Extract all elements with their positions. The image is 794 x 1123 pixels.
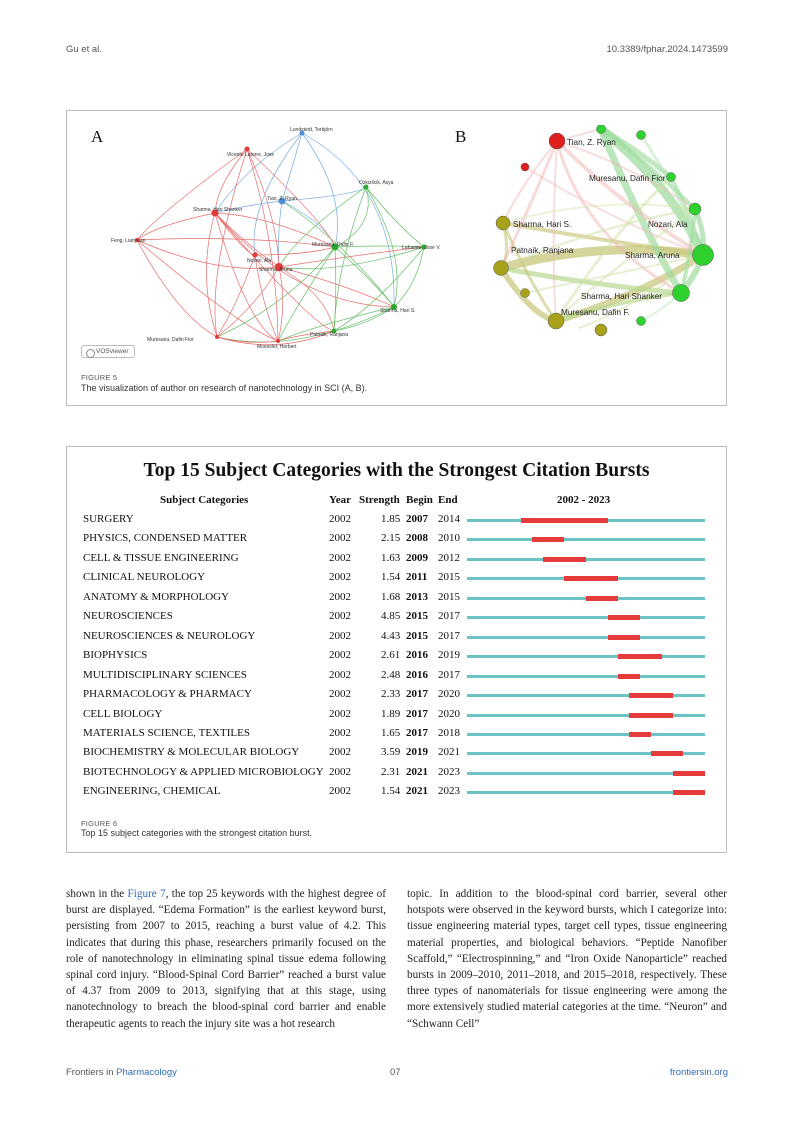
body-column-right: topic. In addition to the blood-spinal cord barrier, several other hotspots were observed in the keyword bursts, which I categorize into: tissue engineering material types, target cell types, tissue engineering material properties, and biological behaviors. “Peptide Nanofiber Scaffold,” “Electrospinning,” and “Iron Oxide Nanoparticle” reached bursts in 2009–2010, 2011–2018, and 2015–2018, respectively. These three types of nanomaterials for tissue engineering were among the more extensively studied material categories at the time. “Neuron” and “Schwann Cell”: [407, 888, 727, 1030]
node-b-patnaik: [494, 261, 509, 276]
burst-year: 2002: [329, 610, 351, 623]
burst-category: BIOPHYSICS: [83, 649, 148, 662]
burst-timeline: [467, 538, 705, 541]
label-a-2: Ozkizilcik, Asya: [359, 180, 394, 186]
col-header-year: Year: [329, 494, 351, 506]
burst-strength: 2.48: [381, 668, 401, 681]
running-header-authors: Gu et al.: [66, 44, 102, 55]
label-a-7: Lafuente, Jose V.: [402, 245, 441, 251]
burst-timeline: [467, 655, 705, 658]
node-a-moessler: [276, 339, 280, 343]
burst-strength: 4.43: [381, 629, 401, 642]
label-b-4: Patnaik, Ranjana: [511, 246, 574, 255]
burst-strength: 3.59: [381, 746, 401, 759]
label-b-1: Muresanu, Dafin Fior: [589, 174, 666, 183]
node-b-tian: [549, 133, 565, 149]
col-header-category: Subject Categories: [160, 494, 249, 506]
col-header-end: End: [438, 494, 458, 506]
figure-7-link[interactable]: Figure 7: [127, 888, 166, 900]
label-b-2: Sharma, Hari S.: [513, 220, 572, 229]
label-a-3: Tian, Z. Ryan: [267, 196, 297, 202]
burst-bar: [543, 557, 586, 562]
burst-category: CLINICAL NEUROLOGY: [83, 571, 206, 584]
burst-bar: [651, 751, 683, 756]
label-a-6: Muresanu, Dafin F.: [312, 242, 354, 248]
burst-end: 2020: [438, 688, 460, 701]
burst-end: 2012: [438, 551, 460, 564]
burst-timeline: [467, 636, 705, 639]
burst-chart-title: Top 15 Subject Categories with the Strongest Citation Bursts: [143, 460, 650, 481]
node-b-olive-small: [521, 289, 530, 298]
burst-strength: 1.54: [381, 785, 401, 798]
burst-year: 2002: [329, 629, 351, 642]
footer-site-link[interactable]: frontiersin.org: [669, 1067, 728, 1078]
label-a-13: Moessler, Herbert: [257, 344, 297, 350]
burst-category: PHYSICS, CONDENSED MATTER: [83, 532, 248, 545]
label-b-3: Nozari, Ala: [648, 220, 688, 229]
node-b-sharma-hari-s: [496, 216, 510, 230]
burst-bar: [629, 693, 672, 698]
label-a-0: Lundstedt, Torbjörn: [290, 127, 333, 133]
burst-strength: 2.61: [381, 649, 401, 662]
burst-strength: 1.89: [381, 707, 401, 720]
burst-end: 2017: [438, 668, 460, 681]
burst-year: 2002: [329, 688, 351, 701]
burst-category: CELL BIOLOGY: [83, 707, 163, 720]
burst-end: 2023: [438, 765, 460, 778]
burst-timeline: [467, 772, 705, 775]
coauthor-network-b: [491, 125, 721, 347]
node-a-nozari: [253, 253, 258, 258]
burst-category: BIOCHEMISTRY & MOLECULAR BIOLOGY: [83, 746, 300, 759]
burst-year: 2002: [329, 532, 351, 545]
burst-bar: [673, 771, 705, 776]
burst-begin: 2011: [406, 571, 428, 584]
burst-category: MULTIDISCIPLINARY SCIENCES: [83, 668, 247, 681]
node-b-green-2: [637, 131, 646, 140]
col-header-strength: Strength: [359, 494, 400, 506]
col-header-range: 2002 - 2023: [557, 494, 611, 506]
figure-5-caption: The visualization of author on research of nanotechnology in SCI (A, B).: [81, 383, 368, 393]
body-column-left: [66, 886, 386, 1032]
burst-timeline: [467, 733, 705, 736]
burst-begin: 2019: [406, 746, 428, 759]
burst-strength: 2.33: [381, 688, 401, 701]
burst-end: 2010: [438, 532, 460, 545]
burst-end: 2014: [438, 513, 460, 525]
burst-end: 2021: [438, 746, 460, 759]
burst-timeline: [467, 558, 705, 561]
panel-b-letter: B: [455, 127, 467, 146]
burst-bar: [618, 654, 661, 659]
burst-strength: 4.85: [381, 610, 401, 623]
burst-year: 2002: [329, 746, 351, 759]
burst-category: NEUROSCIENCES: [83, 610, 173, 623]
node-a-muresanu-fior: [215, 335, 219, 339]
burst-begin: 2021: [406, 785, 428, 798]
panel-a-letter: A: [91, 127, 104, 146]
burst-year: 2002: [329, 726, 351, 739]
burst-begin: 2009: [406, 551, 428, 564]
burst-begin: 2008: [406, 532, 428, 545]
burst-bar: [629, 732, 651, 737]
burst-strength: 1.63: [381, 551, 401, 564]
burst-category: BIOTECHNOLOGY & APPLIED MICROBIOLOGY: [83, 765, 324, 778]
burst-end: 2015: [438, 590, 460, 603]
vosviewer-badge: VOSviewer: [81, 345, 135, 358]
figure-5-label: FIGURE 5: [81, 373, 118, 382]
label-a-11: Patnaik, Ranjana: [310, 332, 349, 338]
coauthor-network-a: [97, 125, 457, 355]
burst-timeline: [467, 791, 705, 794]
label-b-7: Muresanu, Dafin F.: [561, 308, 630, 317]
footer-journal: [66, 1067, 177, 1078]
burst-begin: 2016: [406, 668, 428, 681]
burst-end: 2017: [438, 629, 460, 642]
label-b-6: Sharma, Hari Shanker: [581, 292, 662, 301]
burst-category: SURGERY: [83, 513, 134, 525]
burst-bar: [618, 674, 640, 679]
burst-bar: [564, 576, 618, 581]
burst-strength: 1.65: [381, 726, 401, 739]
burst-year: 2002: [329, 571, 351, 584]
burst-year: 2002: [329, 513, 351, 525]
burst-bar: [532, 537, 564, 542]
label-a-4: Sharma, Hari Shanker: [193, 207, 243, 213]
burst-strength: 1.85: [381, 513, 401, 525]
figure-6-label: FIGURE 6: [81, 819, 118, 828]
burst-begin: 2017: [406, 726, 428, 739]
node-b-muresanu-fior: [667, 173, 676, 182]
burst-begin: 2021: [406, 765, 428, 778]
burst-begin: 2016: [406, 649, 428, 662]
node-b-green-bottom: [637, 317, 646, 326]
burst-year: 2002: [329, 590, 351, 603]
node-b-nozari: [689, 203, 701, 215]
burst-category: NEUROSCIENCES & NEUROLOGY: [83, 629, 256, 642]
label-a-9: Sharma, Aruna: [259, 267, 293, 273]
burst-category: MATERIALS SCIENCE, TEXTILES: [83, 726, 250, 739]
burst-year: 2002: [329, 765, 351, 778]
col-header-begin: Begin: [406, 494, 433, 506]
burst-strength: 1.68: [381, 590, 401, 603]
burst-year: 2002: [329, 551, 351, 564]
burst-bar: [608, 635, 640, 640]
node-b-top-green: [597, 125, 606, 134]
burst-strength: 2.15: [381, 532, 401, 545]
figure-5: [66, 110, 727, 406]
page-number: 07: [390, 1067, 401, 1078]
label-a-12: Muresanu, Dafin Fior: [147, 337, 194, 343]
burst-category: ENGINEERING, CHEMICAL: [83, 785, 221, 798]
burst-begin: 2017: [406, 707, 428, 720]
footer-journal-name[interactable]: Pharmacology: [116, 1067, 177, 1078]
label-a-10: Sharma, Hari S.: [380, 308, 416, 314]
burst-year: 2002: [329, 668, 351, 681]
label-a-5: Feng, Lianyuan: [111, 238, 146, 244]
burst-begin: 2007: [406, 513, 428, 525]
figure-6: [66, 446, 727, 853]
burst-end: 2017: [438, 610, 460, 623]
burst-end: 2023: [438, 785, 460, 798]
burst-strength: 1.54: [381, 571, 401, 584]
label-a-1: Vicente Latorre, Jose: [227, 152, 275, 158]
running-header-doi[interactable]: 10.3389/fphar.2024.1473599: [606, 44, 728, 55]
node-b-red-small: [521, 163, 529, 171]
node-b-sharma-hari-shanker: [673, 285, 690, 302]
burst-bar: [521, 518, 608, 523]
burst-end: 2018: [438, 726, 460, 739]
burst-bar: [673, 790, 705, 795]
burst-strength: 2.31: [381, 765, 401, 778]
burst-category: CELL & TISSUE ENGINEERING: [83, 551, 239, 564]
burst-begin: 2017: [406, 688, 428, 701]
burst-year: 2002: [329, 649, 351, 662]
label-b-5: Sharma, Aruna: [625, 251, 680, 260]
body-left-pre: shown in the: [66, 888, 128, 900]
burst-bar: [629, 713, 672, 718]
burst-year: 2002: [329, 707, 351, 720]
burst-bar: [586, 596, 618, 601]
node-b-olive-bottom: [595, 324, 607, 336]
burst-end: 2015: [438, 571, 460, 584]
figure-6-caption: Top 15 subject categories with the strongest citation burst.: [81, 828, 313, 838]
label-b-0: Tian, Z. Ryan: [567, 138, 616, 147]
burst-category: ANATOMY & MORPHOLOGY: [83, 590, 230, 603]
label-a-8: Nozari, Ala: [247, 258, 272, 264]
body-left-post: , the top 25 keywords with the highest degree of burst are displayed. “Edema Formation” is the earliest keyword burst, persisting from 2007 to 2015, reaching a burst value of 4.2. This indicates that during this phase, researchers primarily focused on the role of nanotechnology in eliminating spinal tissue edema following spinal cord injury. “Blood-Spinal Cord Barrier” reached a burst value of 4.37 from 2009 to 2013, signifying that at this stage, using nanotechnology to breach the blood-spinal cord barrier and enable therapeutic agents to reach the injury site was a hot research: [66, 888, 386, 1030]
burst-begin: 2013: [406, 590, 428, 603]
burst-timeline: [467, 675, 705, 678]
node-a-vicente: [245, 147, 250, 152]
burst-year: 2002: [329, 785, 351, 798]
node-b-sharma-aruna: [693, 245, 714, 266]
burst-begin: 2015: [406, 610, 428, 623]
burst-category: PHARMACOLOGY & PHARMACY: [83, 688, 252, 701]
burst-end: 2019: [438, 649, 460, 662]
burst-bar: [608, 615, 640, 620]
footer-journal-prefix: Frontiers in: [66, 1067, 117, 1078]
burst-begin: 2015: [406, 629, 428, 642]
burst-end: 2020: [438, 707, 460, 720]
burst-timeline: [467, 616, 705, 619]
